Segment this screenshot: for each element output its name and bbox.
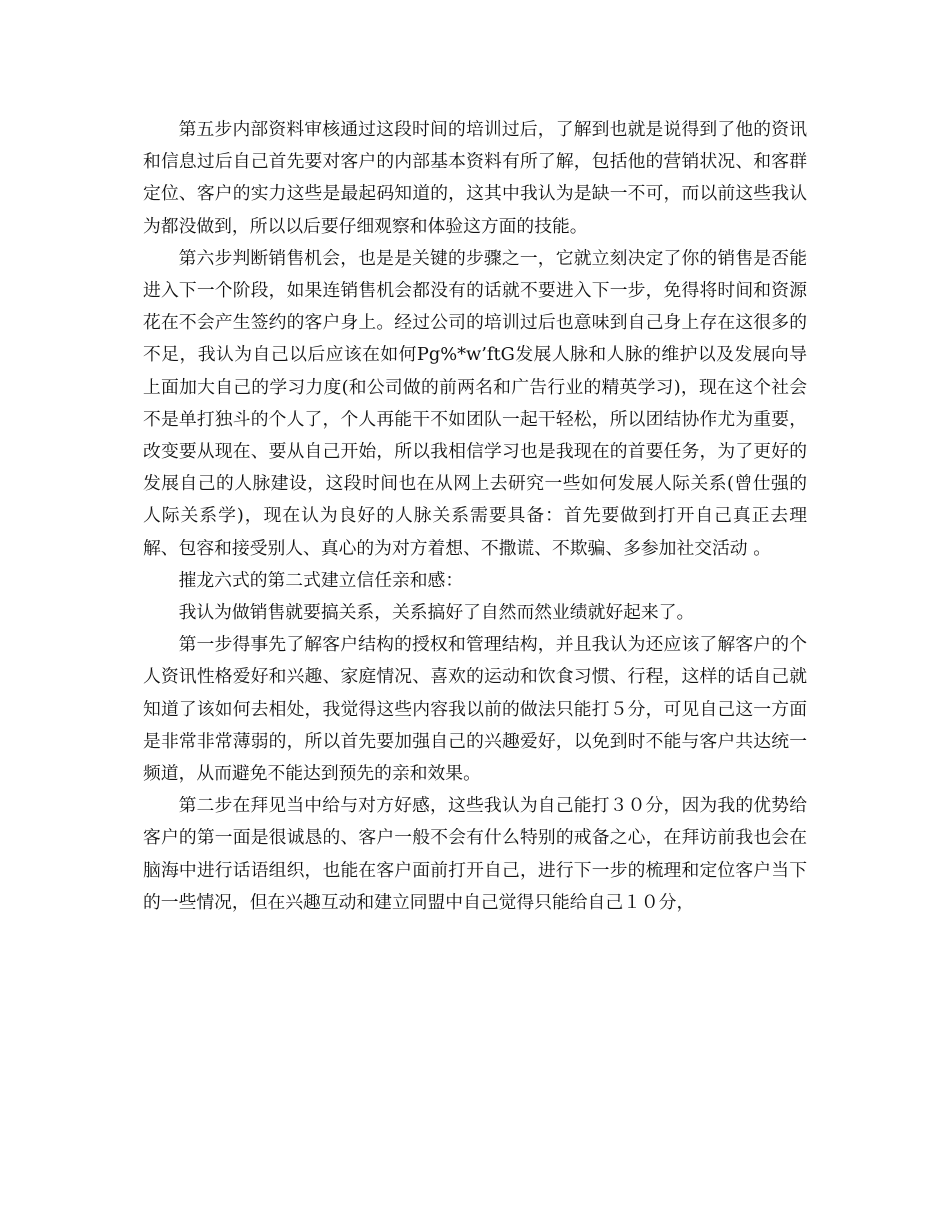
- paragraph-step-one: 第一步得事先了解客户结构的授权和管理结构，并且我认为还应该了解客户的个人资讯性格爱好和兴趣、家庭情况、喜欢的运动和饮食习惯、行程，这样的话自己就知道了该如何去相处，我觉得这些内容我以前的做法只能打５分，可见自己这一方面是非常非常薄弱的，所以首先要加强自己的兴趣爱好，以免到时不能与客户共达统一频道，从而避免不能达到预先的亲和效果。: [143, 634, 807, 785]
- paragraph-step-five: 第五步内部资料审核通过这段时间的培训过后，了解到也就是说得到了他的资讯和信息过后自己首先要对客户的内部基本资料有所了解，包括他的营销状况、和客群定位、客户的实力这些是最起码知道的，这其中我认为是缺一不可，而以前这些我认为都没做到，所以以后要仔细观察和体验这方面的技能。: [143, 119, 807, 237]
- paragraph-step-two: 第二步在拜见当中给与对方好感，这些我认为自己能打３０分，因为我的优势给客户的第一面是很诚恳的、客户一般不会有什么特别的戒备之心，在拜访前我也会在脑海中进行话语组织，也能在客户面前打开自己，进行下一步的梳理和定位客户当下的一些情况，但在兴趣互动和建立同盟中自己觉得只能给自己１０分，: [143, 795, 807, 913]
- document-body: [143, 114, 807, 919]
- paragraph-step-six: 第六步判断销售机会，也是是关键的步骤之一，它就立刻决定了你的销售是否能进入下一个阶段，如果连销售机会都没有的话就不要进入下一步，免得将时间和资源花在不会产生签约的客户身上。经过公司的培训过后也意味到自己身上存在这很多的不足，我认为自己以后应该在如何Pg%*w’ftG发展人脉和人脉的维护以及发展向导上面加大自己的学习力度(和公司做的前两名和广告行业的精英学习)，现在这个社会不是单打独斗的个人了，个人再能干不如团队一起干轻松，所以团结协作尤为重要，改变要从现在、要从自己开始，所以我相信学习也是我现在的首要任务，为了更好的发展自己的人脉建设，这段时间也在从网上去研究一些如何发展人际关系(曾仕强的人际关系学)，现在认为良好的人脉关系需要具备：首先要做到打开自己真正去理解、包容和接受别人、真心的为对方着想、不撒谎、不欺骗、多参加社交活动 。: [143, 247, 807, 559]
- paragraph-intro: 我认为做销售就要搞关系，关系搞好了自然而然业绩就好起来了。: [178, 602, 695, 624]
- paragraph-section-heading: 摧龙六式的第二式建立信任亲和感：: [178, 569, 464, 591]
